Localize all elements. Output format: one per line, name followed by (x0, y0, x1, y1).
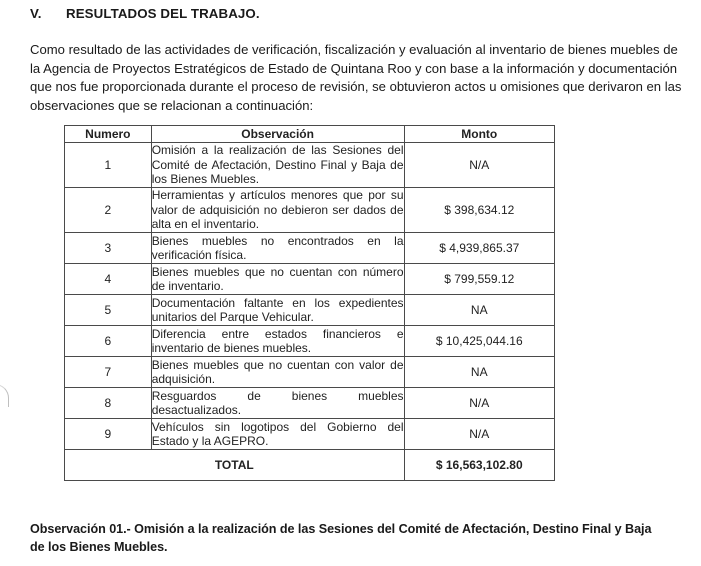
intro-line: observaciones que se relacionan a continuación: (30, 97, 314, 113)
row-numero: 6 (65, 326, 152, 357)
header-numero: Numero (65, 126, 152, 143)
section-number: V. (30, 6, 42, 21)
table-row (65, 326, 555, 357)
table-header-row (65, 126, 555, 143)
total-monto: $ 16,563,102.80 (404, 450, 554, 481)
observation-heading-line: Observación 01.- Omisión a la realización de las Sesiones del Comité de Afectación, Destino Final y Baja (30, 522, 652, 536)
section-title-text: RESULTADOS DEL TRABAJO. (66, 6, 260, 21)
table-row (65, 233, 555, 264)
row-numero: 5 (65, 295, 152, 326)
table-row (65, 357, 555, 388)
row-numero: 3 (65, 233, 152, 264)
intro-paragraph (30, 41, 700, 115)
row-observacion: Vehículos sin logotipos del Gobierno del Estado y la AGEPRO. (151, 419, 404, 448)
total-label: TOTAL (65, 450, 405, 481)
table-row (65, 295, 555, 326)
table-total-row (65, 450, 555, 481)
row-observacion: Omisión a la realización de las Sesiones del Comité de Afectación, Destino Final y Baja de los Bienes Muebles. (151, 143, 404, 187)
table-row (65, 419, 555, 450)
observation-heading (30, 520, 701, 556)
row-numero: 7 (65, 357, 152, 388)
table-row (65, 143, 555, 188)
table-row (65, 388, 555, 419)
row-numero: 9 (65, 419, 152, 450)
table-row (65, 264, 555, 295)
row-monto: $ 4,939,865.37 (404, 233, 554, 264)
row-numero: 8 (65, 388, 152, 419)
row-observacion: Diferencia entre estados financieros e inventario de bienes muebles. (151, 326, 404, 355)
header-observacion: Observación (151, 126, 404, 143)
margin-scan-mark (0, 384, 9, 407)
observation-heading-line: de los Bienes Muebles. (30, 540, 168, 554)
row-observacion: Bienes muebles que no cuentan con valor de adquisición. (151, 357, 404, 386)
row-monto: $ 10,425,044.16 (404, 326, 554, 357)
row-numero: 2 (65, 188, 152, 233)
row-monto: NA (404, 295, 554, 326)
section-title (30, 6, 260, 21)
intro-line: la Agencia de Proyectos Estratégicos de Estado de Quintana Roo y con base a la información y documentación (30, 60, 678, 76)
row-observacion: Resguardos de bienes muebles desactualizados. (151, 388, 404, 417)
row-observacion: Herramientas y artículos menores que por su valor de adquisición no debieron ser dados de alta en el inventario. (151, 188, 404, 232)
row-monto: $ 398,634.12 (404, 188, 554, 233)
table-row (65, 188, 555, 233)
intro-line: Como resultado de las actividades de verificación, fiscalización y evaluación al inventario de bienes muebles de (30, 42, 678, 57)
row-monto: N/A (404, 388, 554, 419)
row-numero: 4 (65, 264, 152, 295)
row-monto: NA (404, 357, 554, 388)
header-monto: Monto (404, 126, 554, 143)
row-observacion: Documentación faltante en los expedientes unitarios del Parque Vehicular. (151, 295, 404, 324)
row-monto: N/A (404, 143, 554, 188)
row-monto: $ 799,559.12 (404, 264, 554, 295)
row-monto: N/A (404, 419, 554, 450)
intro-line: que nos fue proporcionada durante el proceso de revisión, se obtuvieron actos u omisiones que derivaron en las (30, 79, 682, 94)
row-numero: 1 (65, 143, 152, 188)
row-observacion: Bienes muebles no encontrados en la verificación física. (151, 233, 404, 262)
row-observacion: Bienes muebles que no cuentan con número de inventario. (151, 264, 404, 293)
observations-table (64, 125, 555, 481)
